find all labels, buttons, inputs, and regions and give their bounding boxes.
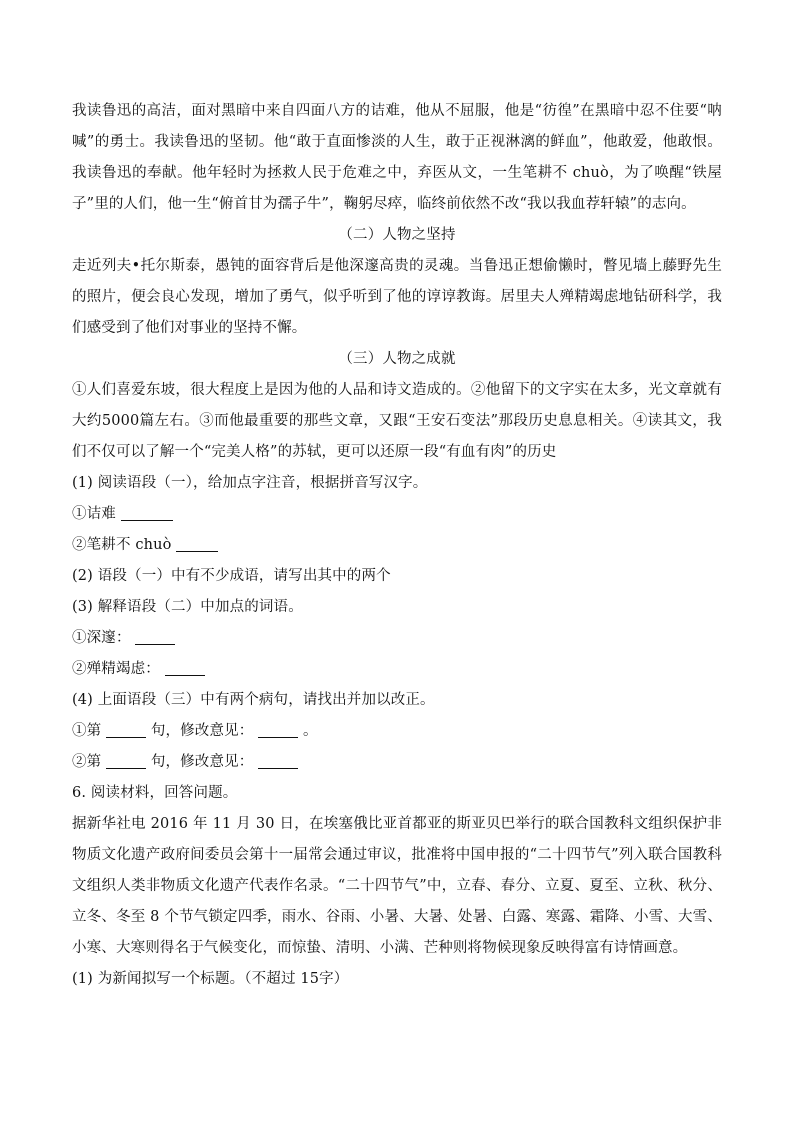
- answer-blank-3b[interactable]: [165, 661, 205, 676]
- question-3b-text: ②殚精竭虑：: [72, 661, 160, 677]
- question-4a: [72, 716, 722, 747]
- paragraph-news: 据新华社电 2016 年 11 月 30 日，在埃塞俄比亚首都亚的斯亚贝巴举行的联合国教科文组织保护非物质文化遗产政府间委员会第十一届常会通过审议，批准将中国申报的“二十四节气”列入联合国教科文组织人类非物质文化遗产代表作名录。“二十四节气”中，立春、春分、立夏、夏至、立秋、秋分、立冬、冬至 8 个节气锁定四季，雨水、谷雨、小暑、大暑、处暑、白露、寒露、霜降、小雪、大雪、小寒、大寒则得名于气候变化，而惊蛰、清明、小满、芒种则将物候现象反映得富有诗情画意。: [72, 816, 722, 956]
- answer-blank-4a-sentence[interactable]: [106, 723, 146, 738]
- question-3b: [72, 654, 722, 685]
- document-body: [72, 96, 722, 995]
- question-1b: [72, 530, 722, 561]
- paragraph-persistence: 走近列夫•托尔斯泰，愚钝的面容背后是他深邃高贵的灵魂。当鲁迅正想偷懒时，瞥见墙上藤野先生的照片，便会良心发现，增加了勇气，似乎听到了他的谆谆教诲。居里夫人殚精竭虑地钻研科学，我们感受到了他们对事业的坚持不懈。: [72, 258, 722, 336]
- answer-blank-1a[interactable]: [121, 506, 173, 521]
- answer-blank-1b[interactable]: [176, 537, 218, 552]
- question-2: (2) 语段（一）中有不少成语，请写出其中的两个: [72, 568, 391, 584]
- question-4b-mid: 句，修改意见：: [150, 754, 254, 770]
- question-4a-mid: 句，修改意见：: [150, 723, 254, 739]
- question-6: 6. 阅读材料，回答问题。: [72, 785, 238, 801]
- answer-blank-3a[interactable]: [135, 630, 175, 645]
- question-1a-text: ①诘难: [72, 506, 116, 522]
- question-3a-text: ①深邃：: [72, 630, 131, 646]
- question-4: (4) 上面语段（三）中有两个病句，请找出并加以改正。: [72, 692, 435, 708]
- section-heading-persistence: （二）人物之坚持: [338, 227, 456, 243]
- answer-blank-4a-fix[interactable]: [258, 723, 298, 738]
- question-4a-prefix: ①第: [72, 723, 102, 739]
- question-6-1: (1) 为新闻拟写一个标题。（不超过 15字）: [72, 971, 349, 987]
- question-3: (3) 解释语段（二）中加点的词语。: [72, 599, 303, 615]
- question-4a-end: 。: [302, 723, 318, 739]
- question-1: (1) 阅读语段（一），给加点字注音，根据拼音写汉字。: [72, 475, 428, 491]
- answer-blank-4b-sentence[interactable]: [106, 754, 146, 769]
- paragraph-achievement: ①人们喜爱东坡，很大程度上是因为他的人品和诗文造成的。②他留下的文字实在太多，光文章就有大约5000篇左右。③而他最重要的那些文章，又跟“王安石变法”那段历史息息相关。④读其文，我们不仅可以了解一个“完美人格”的苏轼，更可以还原一段“有血有肉”的历史: [72, 382, 722, 460]
- section-heading-achievement: （三）人物之成就: [338, 351, 456, 367]
- question-3a: [72, 623, 722, 654]
- question-4b-prefix: ②第: [72, 754, 102, 770]
- paragraph-lu-xun: 我读鲁迅的高洁，面对黑暗中来自四面八方的诘难，他从不屈服，他是“彷徨”在黑暗中忍不住要“呐喊”的勇士。我读鲁迅的坚韧。他“敢于直面惨淡的人生，敢于正视淋漓的鲜血”，他敢爱，他敢恨。我读鲁迅的奉献。他年轻时为拯救人民于危难之中，弃医从文，一生笔耕不 chuò，为了唤醒“铁屋子”里的人们，他一生“俯首甘为孺子牛”，鞠躬尽瘁，临终前依然不改“我以我血荐轩辕”的志向。: [72, 103, 722, 212]
- question-1b-text: ②笔耕不 chuò: [72, 537, 172, 553]
- answer-blank-4b-fix[interactable]: [258, 754, 298, 769]
- question-1a: [72, 499, 722, 530]
- question-4b: [72, 747, 722, 778]
